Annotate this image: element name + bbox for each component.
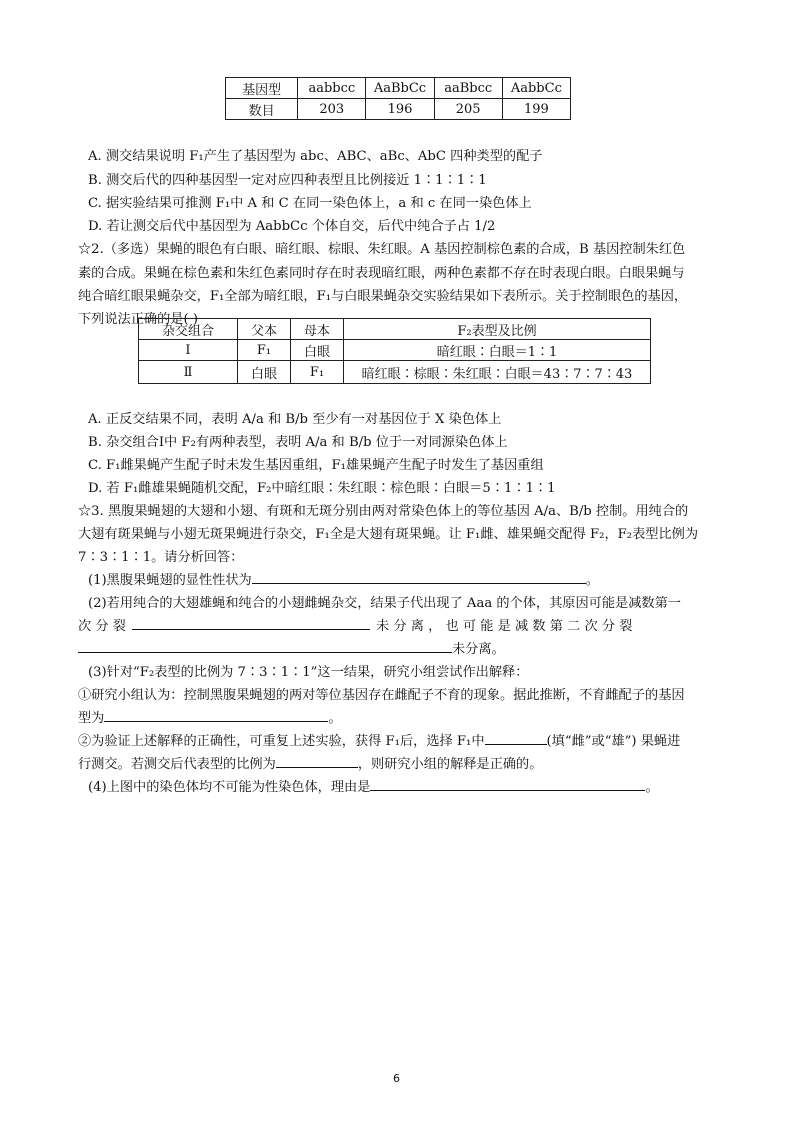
table-row	[226, 78, 571, 99]
answer-blank[interactable]	[370, 778, 645, 791]
table-cell: Ⅱ	[139, 361, 238, 384]
q2-option-c: C. F₁雌果蝇产生配子时未发生基因重组，F₁雄果蝇产生配子时发生了基因重组	[88, 458, 544, 473]
answer-blank[interactable]	[132, 617, 370, 630]
q3-part2-line2-prefix: 次 分 裂	[78, 619, 126, 634]
table-cell: F₂表型及比例	[344, 319, 651, 340]
q3-part1	[88, 569, 599, 588]
q3-part2-line2	[78, 615, 632, 634]
table-cell: 杂交组合	[139, 319, 238, 340]
table-cell: 白眼	[238, 361, 291, 384]
q3-part3-2-line2-prefix: 行测交。若测交后代表型的比例为	[78, 757, 276, 772]
q3-intro-line1: ☆3. 黑腹果蝇翅的大翅和小翅、有斑和无斑分别由两对常染色体上的等位基因 A/a、B/b 控制。用纯合的	[78, 504, 689, 519]
table-cell: AabbCc	[502, 78, 570, 99]
table-cell: Ⅰ	[139, 340, 238, 361]
q1-option-c: C. 据实验结果可推测 F₁中 A 和 C 在同一染色体上，a 和 c 在同一染色体上	[88, 196, 532, 211]
table-cell: 数目	[226, 99, 298, 120]
q2-stem-line3: 纯合暗红眼果蝇杂交，F₁全部为暗红眼，F₁与白眼果蝇杂交实验结果如下表所示。关于控制眼色的基因，	[78, 289, 688, 304]
q3-part3-1-line1: ①研究小组认为：控制黑腹果蝇翅的两对等位基因存在雌配子不育的现象。据此推断，不育雌配子的基因	[78, 688, 685, 703]
q3-part3-1-line2-suffix: 。	[328, 711, 342, 726]
table-cell: AaBbCc	[366, 78, 434, 99]
q3-part3-2-line1	[78, 730, 680, 749]
q3-part3-intro: (3)针对“F₂表型的比例为 7∶3∶1∶1”这一结果，研究小组尝试作出解释：	[88, 665, 529, 680]
q2-option-d: D. 若 F₁雌雄果蝇随机交配，F₂中暗红眼∶朱红眼∶棕色眼∶白眼＝5∶1∶1∶1	[88, 481, 556, 496]
table-cell: 基因型	[226, 78, 298, 99]
q3-part3-2-line2	[78, 753, 542, 772]
q3-part4	[88, 776, 659, 795]
q3-part2-line3-suffix: 未分离。	[452, 642, 505, 657]
q3-part4-suffix: 。	[645, 780, 659, 795]
q2-option-a: A. 正反交结果不同，表明 A/a 和 B/b 至少有一对基因位于 X 染色体上	[88, 412, 502, 427]
q3-part3-2-prefix: ②为验证上述解释的正确性，可重复上述实验，获得 F₁后，选择 F₁中	[78, 734, 485, 749]
answer-blank[interactable]	[276, 755, 358, 768]
q3-part3-1-line2-prefix: 型为	[78, 711, 105, 726]
q1-option-b: B. 测交后代的四种基因型一定对应四种表型且比例接近 1∶1∶1∶1	[88, 173, 487, 188]
q3-part3-2-line2-suffix: ，则研究小组的解释是正确的。	[357, 757, 543, 772]
answer-blank[interactable]	[252, 571, 586, 584]
page-number: 6	[393, 1072, 400, 1085]
table-cell: aaBbcc	[434, 78, 502, 99]
table-cell: 205	[434, 99, 502, 120]
q3-intro-line2: 大翅有斑果蝇与小翅无斑果蝇进行杂交，F₁全是大翅有斑果蝇。让 F₁雌、雄果蝇交配得 F₂，F₂表型比例为	[78, 527, 699, 542]
table-row	[139, 340, 651, 361]
table-cell: 暗红眼∶白眼＝1∶1	[344, 340, 651, 361]
table-cell: aabbcc	[298, 78, 366, 99]
table-row	[139, 361, 651, 384]
q3-part2-line3	[78, 638, 505, 657]
q2-option-b: B. 杂交组合Ⅰ中 F₂有两种表型，表明 A/a 和 B/b 位于一对同源染色体上	[88, 435, 508, 450]
q3-part1-suffix: 。	[585, 573, 599, 588]
q3-part2-line1: (2)若用纯合的大翅雄蝇和纯合的小翅雌蝇杂交，结果子代出现了 Aaa 的个体，其原因可能是减数第一	[88, 596, 681, 611]
answer-blank[interactable]	[78, 640, 452, 653]
q2-stem-line1: ☆2.（多选）果蝇的眼色有白眼、暗红眼、棕眼、朱红眼。A 基因控制棕色素的合成，B 基因控制朱红色	[78, 242, 686, 257]
table-cell: 203	[298, 99, 366, 120]
answer-blank[interactable]	[485, 732, 547, 745]
table-cell: F₁	[291, 361, 344, 384]
table-cell: 母本	[291, 319, 344, 340]
q3-part4-prefix: (4)上图中的染色体均不可能为性染色体，理由是	[88, 780, 371, 795]
table-row	[226, 99, 571, 120]
q3-part3-1-line2	[78, 707, 342, 726]
table-cell: F₁	[238, 340, 291, 361]
q1-option-d: D. 若让测交后代中基因型为 AabbCc 个体自交，后代中纯合子占 1/2	[88, 219, 496, 234]
q3-part1-prefix: (1)黑腹果蝇翅的显性性状为	[88, 573, 252, 588]
q2-stem-line4: 下列说法正确的是( )	[78, 312, 198, 327]
q1-option-a: A. 测交结果说明 F₁产生了基因型为 abc、ABC、aBc、AbC 四种类型的配子	[88, 149, 543, 164]
table-cell: 父本	[238, 319, 291, 340]
table-cell: 暗红眼∶棕眼∶朱红眼∶白眼＝43∶7∶7∶43	[344, 361, 651, 384]
q3-intro-line3: 7∶3∶1∶1。请分析回答：	[78, 550, 244, 565]
q3-part2-line2-suffix: 未 分 离 ， 也 可 能 是 减 数 第 二 次 分 裂	[375, 619, 633, 634]
answer-blank[interactable]	[104, 709, 328, 722]
cross-table	[138, 318, 651, 384]
q3-part3-2-suffix: (填“雌”或“雄”) 果蝇进	[546, 734, 681, 749]
table-cell: 196	[366, 99, 434, 120]
genotype-table	[225, 77, 571, 120]
q2-stem-line2: 素的合成。果蝇在棕色素和朱红色素同时存在时表现暗红眼，两种色素都不存在时表现白眼。白眼果蝇与	[78, 266, 685, 281]
table-cell: 白眼	[291, 340, 344, 361]
table-cell: 199	[502, 99, 570, 120]
table-row	[139, 319, 651, 340]
